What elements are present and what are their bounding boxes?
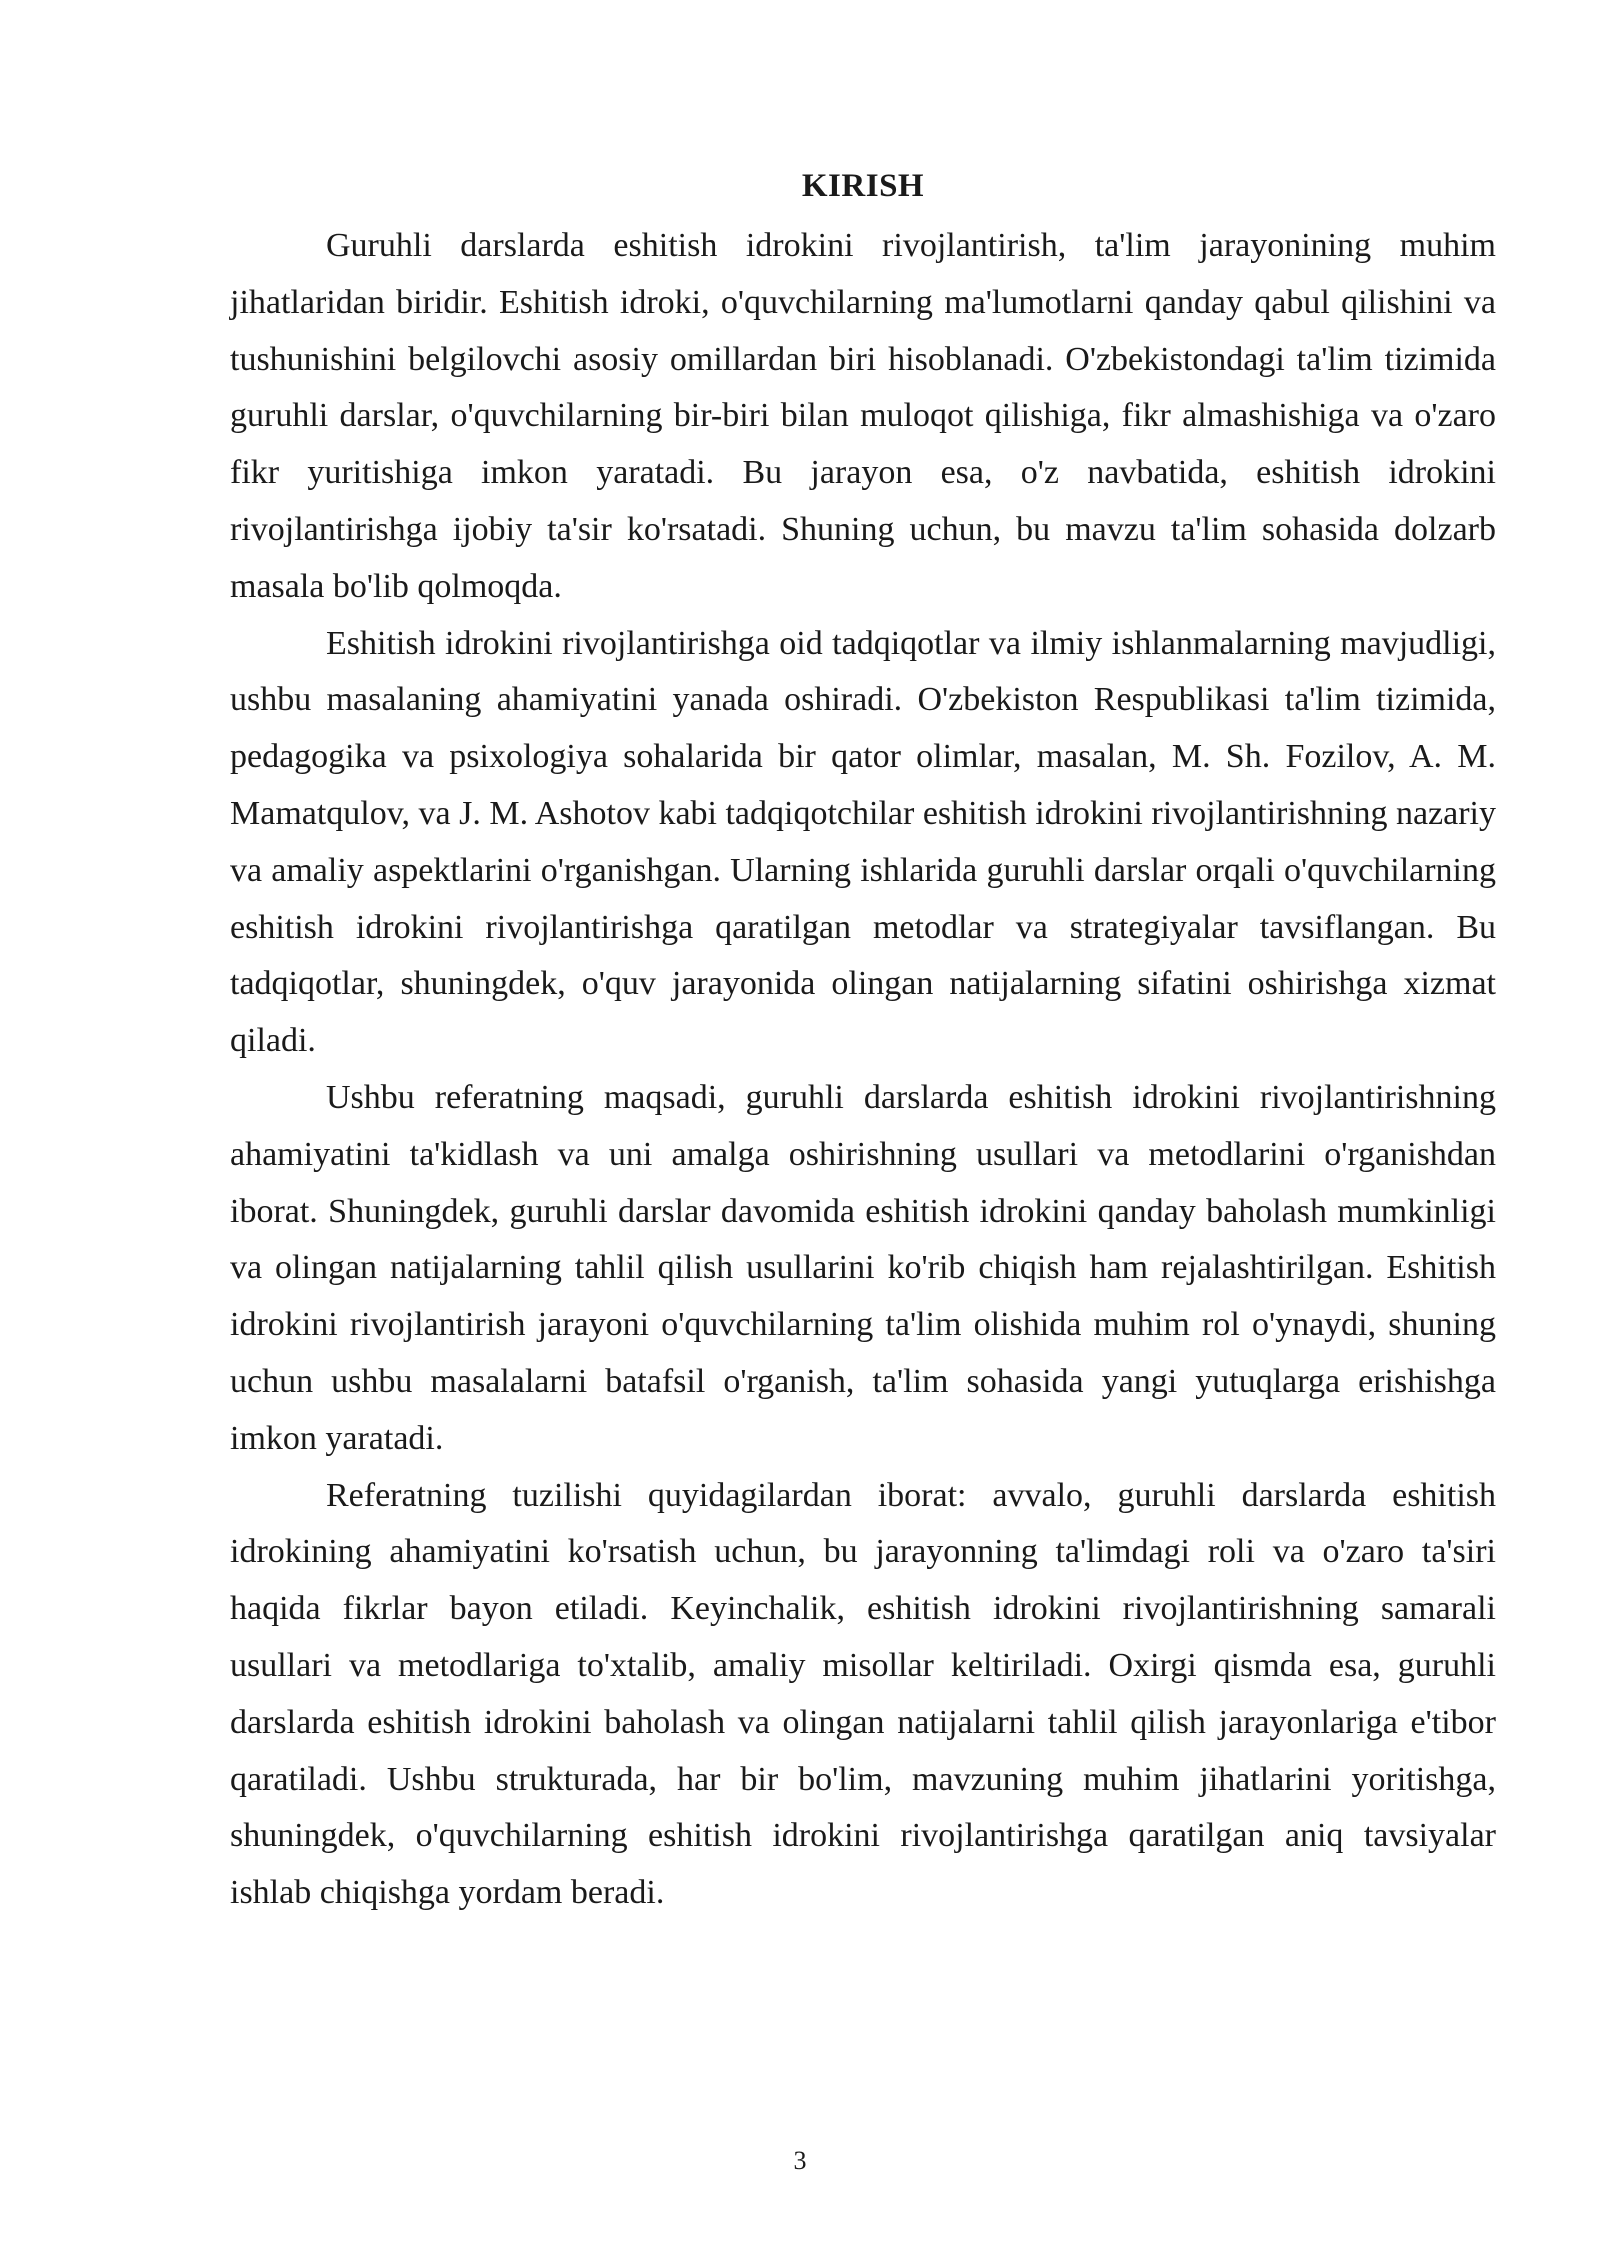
paragraph-2: Eshitish idrokini rivojlantirishga oid tadqiqotlar va ilmiy ishlanmalarning mavjudligi, ushbu masalaning ahamiyatini yanada oshiradi. O'zbekiston Respublikasi ta'lim tizimida, pedagogika va psixologiya sohalarida bir qator olimlar, masalan, M. Sh. Fozilov, A. M. Mamatqulov, va J. M. Ashotov kabi tadqiqotchilar eshitish idrokini rivojlantirishning nazariy va amaliy aspektlarini o'rganishgan. Ularning ishlarida guruhli darslar orqali o'quvchilarning eshitish idrokini rivojlantirishga qaratilgan metodlar va strategiyalar tavsiflangan. Bu tadqiqotlar, shuningdek, o'quv jarayonida olingan natijalarning sifatini oshirishga xizmat qiladi.: [230, 624, 1497, 1060]
paragraph-1: Guruhli darslarda eshitish idrokini rivojlantirish, ta'lim jarayonining muhim jihatlaridan biridir. Eshitish idroki, o'quvchilarning ma'lumotlarni qanday qabul qilishini va tushunishini belgilovchi asosiy omillardan biri hisoblanadi. O'zbekistondagi ta'lim tizimida guruhli darslar, o'quvchilarning bir-biri bilan muloqot qilishiga, fikr almashishiga va o'zaro fikr yuritishiga imkon yaratadi. Bu jarayon esa, o'z navbatida, eshitish idrokini rivojlantirishga ijobiy ta'sir ko'rsatadi. Shuning uchun, bu mavzu ta'lim sohasida dolzarb masala bo'lib qolmoqda.: [230, 227, 1496, 605]
paragraph-3: Ushbu referatning maqsadi, guruhli darslarda eshitish idrokini rivojlantirishning ahamiyatini ta'kidlash va uni amalga oshirishning usullari va metodlarini o'rganishdan iborat. Shuningdek, guruhli darslar davomida eshitish idrokini qanday baholash mumkinligi va olingan natijalarning tahlil qilish usullarini ko'rib chiqish ham rejalashtirilgan. Eshitish idrokini rivojlantirish jarayoni o'quvchilarning ta'lim olishida muhim rol o'ynaydi, shuning uchun ushbu masalalarni batafsil o'rganish, ta'lim sohasida yangi yutuqlarga erishishga imkon yaratadi.: [230, 1078, 1496, 1457]
page-content: [230, 162, 1496, 1922]
paragraph-4: Referatning tuzilishi quyidagilardan iborat: avvalo, guruhli darslarda eshitish idrokining ahamiyatini ko'rsatish uchun, bu jarayonning ta'limdagi roli va o'zaro ta'siri haqida fikrlar bayon etiladi. Keyinchalik, eshitish idrokini rivojlantirishning samarali usullari va metodlariga to'xtalib, amaliy misollar keltiriladi. Oxirgi qismda esa, guruhli darslarda eshitish idrokini baholash va olingan natijalarni tahlil qilish jarayonlariga e'tibor qaratiladi. Ushbu strukturada, har bir bo'lim, mavzuning muhim jihatlarini yoritishga, shuningdek, o'quvchilarning eshitish idrokini rivojlantirishga qaratilgan aniq tavsiyalar ishlab chiqishga yordam beradi.: [230, 1476, 1496, 1912]
page-title: KIRISH: [801, 168, 925, 204]
page-number: 3: [793, 2146, 807, 2175]
